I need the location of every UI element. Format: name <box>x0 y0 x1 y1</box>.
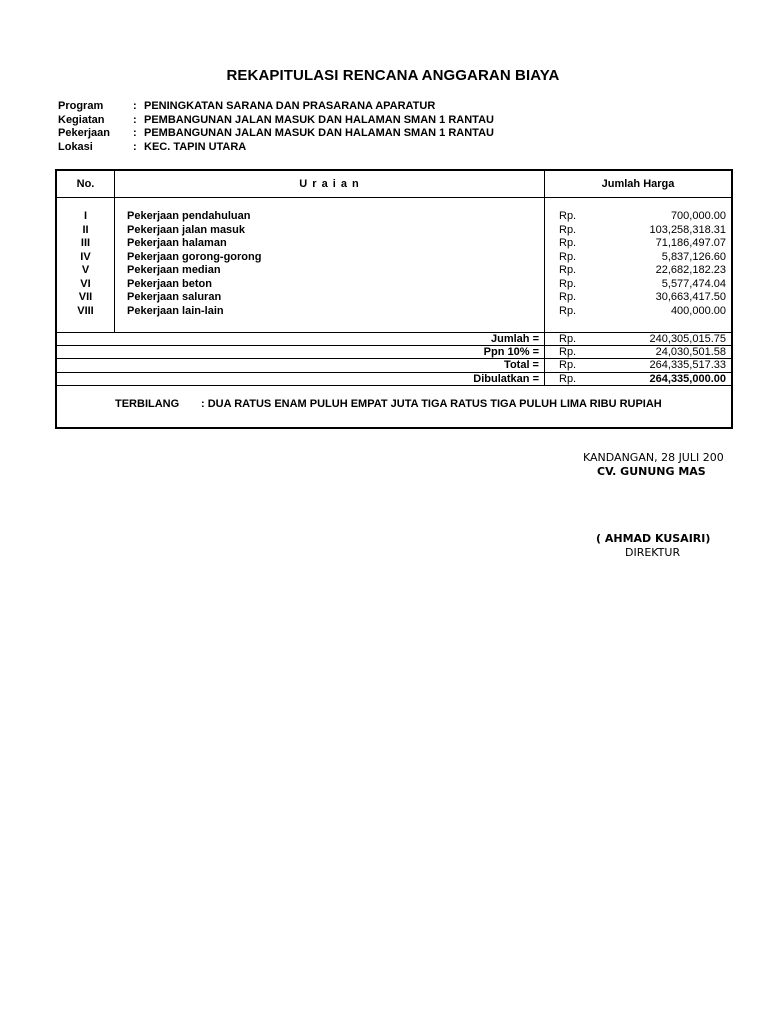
info-colon: : <box>133 113 137 126</box>
signatory-position: DIREKTUR <box>625 546 681 559</box>
row-currency: Rp. <box>559 223 577 236</box>
row-desc: Pekerjaan gorong-gorong <box>127 250 262 263</box>
table-row <box>57 305 731 319</box>
document-title: REKAPITULASI RENCANA ANGGARAN BIAYA <box>226 67 560 84</box>
terbilang-label: TERBILANG <box>115 398 180 410</box>
terbilang-value: : DUA RATUS ENAM PULUH EMPAT JUTA TIGA RATUS TIGA PULUH LIMA RIBU RUPIAH <box>201 398 662 410</box>
info-row-program <box>58 100 494 114</box>
summary-label: Total = <box>504 359 539 371</box>
info-label: Lokasi <box>58 140 93 153</box>
summary-dibulatkan <box>57 373 731 385</box>
info-row-pekerjaan <box>58 127 494 141</box>
info-value: PEMBANGUNAN JALAN MASUK DAN HALAMAN SMAN 1 RANTAU <box>144 113 494 126</box>
summary-amount: 240,305,015.75 <box>649 333 726 345</box>
signatory-name: ( AHMAD KUSAIRI) <box>596 532 711 545</box>
summary-ppn <box>57 346 731 358</box>
summary-amount: 264,335,000.00 <box>649 373 726 385</box>
row-amount: 30,663,417.50 <box>655 291 726 303</box>
info-colon: : <box>133 140 137 153</box>
table-row <box>57 237 731 251</box>
table-row <box>57 210 731 224</box>
terbilang-line <box>115 398 662 410</box>
divider-summary-bottom <box>57 385 731 386</box>
header-uraian: U r a i a n <box>299 178 360 190</box>
info-label: Kegiatan <box>58 113 105 126</box>
row-amount: 103,258,318.31 <box>649 223 726 236</box>
info-value: PEMBANGUNAN JALAN MASUK DAN HALAMAN SMAN 1 RANTAU <box>144 127 494 139</box>
company-name: CV. GUNUNG MAS <box>597 465 706 478</box>
info-value: PENINGKATAN SARANA DAN PRASARANA APARATUR <box>144 100 436 112</box>
row-desc: Pekerjaan lain-lain <box>127 304 224 317</box>
summary-currency: Rp. <box>559 333 577 345</box>
row-no: VIII <box>77 304 94 317</box>
summary-currency: Rp. <box>559 359 577 371</box>
info-value: KEC. TAPIN UTARA <box>144 140 247 153</box>
summary-jumlah <box>57 333 731 345</box>
project-info <box>58 100 494 154</box>
row-currency: Rp. <box>559 291 577 303</box>
info-row-kegiatan <box>58 114 494 128</box>
row-currency: Rp. <box>559 210 577 222</box>
summary-total <box>57 359 731 371</box>
header-no: No. <box>76 178 95 190</box>
info-row-lokasi <box>58 141 494 155</box>
row-currency: Rp. <box>559 237 577 249</box>
row-amount: 700,000.00 <box>670 210 726 222</box>
row-amount: 5,837,126.60 <box>661 250 726 263</box>
summary-amount: 24,030,501.58 <box>655 346 726 358</box>
row-no: II <box>82 223 89 236</box>
row-currency: Rp. <box>559 277 577 290</box>
info-label: Program <box>58 100 104 112</box>
row-desc: Pekerjaan jalan masuk <box>127 223 246 236</box>
row-no: VI <box>80 277 91 290</box>
row-currency: Rp. <box>559 264 577 276</box>
row-no: III <box>80 237 91 249</box>
row-desc: Pekerjaan saluran <box>127 291 222 303</box>
row-desc: Pekerjaan median <box>127 264 221 276</box>
info-colon: : <box>133 127 137 139</box>
row-no: V <box>81 264 90 276</box>
info-colon: : <box>133 100 137 112</box>
row-amount: 400,000.00 <box>670 304 726 317</box>
summary-currency: Rp. <box>559 346 577 358</box>
summary-currency: Rp. <box>559 373 577 385</box>
table-row <box>57 291 731 305</box>
row-desc: Pekerjaan halaman <box>127 237 227 249</box>
row-no: I <box>83 210 88 222</box>
table-row <box>57 251 731 265</box>
table-row <box>57 224 731 238</box>
row-amount: 71,186,497.07 <box>655 237 726 249</box>
table-row <box>57 278 731 292</box>
row-no: IV <box>80 250 91 263</box>
summary-label: Ppn 10% = <box>483 346 539 358</box>
summary-amount: 264,335,517.33 <box>649 359 726 371</box>
header-jumlah-harga: Jumlah Harga <box>601 178 675 190</box>
summary-label: Jumlah = <box>491 333 539 345</box>
row-desc: Pekerjaan beton <box>127 277 212 290</box>
info-label: Pekerjaan <box>58 127 110 139</box>
place-date: KANDANGAN, 28 JULI 200 <box>583 451 724 464</box>
row-currency: Rp. <box>559 250 577 263</box>
row-amount: 5,577,474.04 <box>661 277 726 290</box>
summary-label: Dibulatkan = <box>473 373 539 385</box>
table-row <box>57 264 731 278</box>
row-amount: 22,682,182.23 <box>655 264 726 276</box>
row-currency: Rp. <box>559 304 577 317</box>
budget-table <box>55 169 733 429</box>
row-no: VII <box>78 291 93 303</box>
row-desc: Pekerjaan pendahuluan <box>127 210 251 222</box>
